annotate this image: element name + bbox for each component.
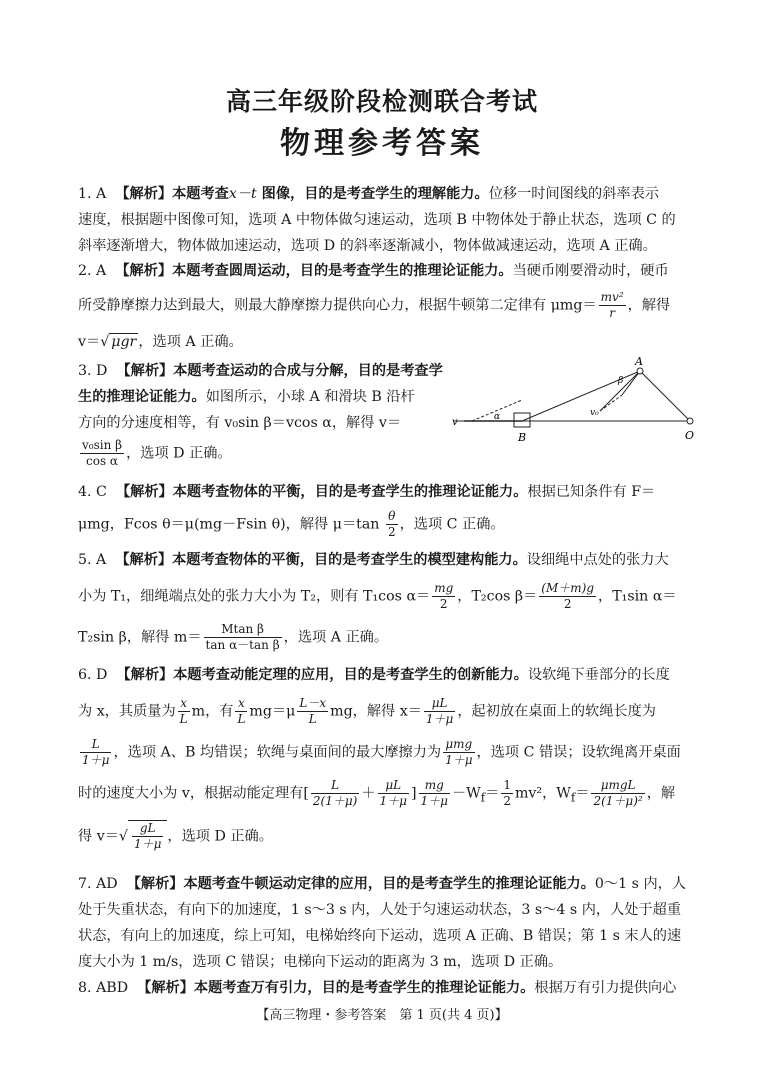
denominator: 2	[439, 597, 448, 611]
analysis-tag: 生的推理论证能力。	[78, 389, 206, 405]
answer-text: ，解得	[627, 297, 671, 314]
numerator: μmgL	[591, 778, 644, 794]
page-footer: 【高三物理・参考答案 第 1 页(共 4 页)】	[256, 1008, 508, 1023]
analysis-tag: 【解析】本题考查动能定理的应用，目的是考查学生的创新能力。	[116, 667, 528, 683]
denominator: tan α－tan β	[205, 638, 280, 652]
answer-text: m，有	[191, 703, 234, 720]
answer-text: 所受静摩擦力达到最大，则最大静摩擦力提供向心力，根据牛顿第二定律有 μmg＝	[78, 297, 597, 314]
analysis-tag: 【解析】本题考查物体的平衡，目的是考查学生的推理论证能力。	[115, 484, 528, 500]
analysis-tag: 【解析】本题考查万有引力，目的是考查学生的推理论证能力。	[137, 980, 535, 996]
numerator: mg	[419, 778, 450, 794]
answer-text: ，T₂cos β＝	[457, 588, 538, 605]
denominator: 2(1＋μ)	[312, 794, 358, 808]
answer-7	[78, 871, 694, 975]
analysis-tag: 【解析】本题考查圆周运动，目的是考查学生的推理论证能力。	[115, 263, 513, 279]
analysis-tag: 【解析】本题考查	[115, 186, 229, 202]
answer-number: 4. C	[78, 484, 107, 500]
answer-text: 设细绳中点处的张力大	[526, 552, 669, 568]
answer-text: μmg，Fcos θ＝μ(mg－Fsin θ)，解得 μ＝tan	[78, 516, 384, 533]
answer-text: ＋	[361, 785, 376, 802]
answer-text: 0～1 s 内，人	[594, 876, 687, 892]
answer-text: ，选项 C 正确。	[399, 516, 505, 533]
answer-text: 速度，根据题中图像可知，选项 A 中物体做匀速运动，选项 B 中物体处于静止状态，选项 C 的	[78, 212, 676, 228]
answer-text: 位移一时间图线的斜率表示	[488, 186, 659, 202]
answer-number: 1. A	[78, 186, 107, 202]
label-a: A	[635, 355, 643, 368]
denominator: 1＋μ	[379, 794, 407, 808]
numerator: 1	[503, 778, 511, 792]
fraction	[386, 509, 398, 540]
title-line-2: 物理参考答案	[280, 126, 484, 161]
fraction	[539, 581, 596, 612]
answer-text: 处于失重状态，有向下的加速度，1 s～3 s 内，人处于匀速运动状态，3 s～4 s 内，人处于超重	[78, 902, 682, 918]
answer-text: 根据万有引力提供向心	[534, 980, 677, 996]
answer-number: 7. AD	[78, 876, 118, 892]
answer-text: －W	[451, 785, 481, 802]
answer-text: ＝	[485, 785, 500, 802]
fraction	[378, 778, 409, 809]
numerator: L	[311, 778, 359, 794]
answer-3	[78, 358, 448, 469]
answer-text: ，选项 A、B 均错误；软绳与桌面间的最大摩擦力为	[113, 744, 442, 761]
answer-text: mv²，W	[514, 785, 571, 802]
answer-text: 时的速度大小为 v，根据动能定理有[	[78, 785, 309, 802]
fraction	[80, 438, 124, 469]
analysis-tag: 【解析】本题考查运动的合成与分解，目的是考查学	[116, 363, 443, 379]
velocity-diagram	[450, 355, 700, 450]
answer-1	[78, 181, 694, 259]
label-v: v	[452, 417, 458, 428]
fraction	[178, 696, 190, 727]
fraction	[235, 696, 247, 727]
fraction	[80, 737, 111, 768]
denominator: L	[308, 712, 317, 726]
denominator: 2	[503, 794, 511, 808]
numerator: v₀sin β	[82, 438, 123, 452]
answer-text: ，选项 A 正确。	[283, 629, 389, 646]
denominator: 1＋μ	[420, 794, 448, 808]
answer-text: 设软绳下垂部分的长度	[527, 667, 670, 683]
answer-text: T₂sin β，解得 m＝	[78, 629, 202, 646]
answer-6: 6. D 【解析】本题考查动能定理的应用，目的是考查学生的创新能力。设软绳下垂部分的长度 为 x，其质量为 $\frac{x}{L}$ m，有 $\frac{x}{L}$ mg＝μ $\frac{L-x}{L}$ mg，解得 x＝ $\frac{\mu L}{1+\mu}$ ，起初放在桌面上的软绳长度为 $\frac{L}{1+\mu}$ ，选项 A、B 均错误；软绳与桌面间的最大摩擦力为 $\frac{\text{μmg}}{1+\mu}$ ，选项 C 错误；设软绳离开桌面 时的速度大小为 v，根据动能定理有[ $\frac{L}{2(1+\mu)}$ ＋ $\frac{\mu L}{1+\mu}$ ] $\frac{mg}{1+\mu}$ $-W_f=$ $\frac{1}{2}$ mv²，$W_f=$ $\frac{\text{μmgL}}{\text{2(1＋μ)²}}$ ，解 得 v＝√ $\frac{gL}{1+\mu}$ ，选项 D 正确。	[78, 667, 681, 852]
answer-text: mg＝μ	[249, 703, 296, 720]
answer-text: ，解	[646, 785, 676, 802]
label-v0: v₀	[590, 408, 599, 418]
analysis-tag: 【解析】本题考查牛顿运动定律的应用，目的是考查学生的推理论证能力。	[126, 876, 595, 892]
denominator: 1＋μ	[425, 712, 454, 726]
answer-text: 当硬币刚要滑动时，硬币	[512, 263, 669, 279]
answer-4	[78, 479, 694, 540]
numerator: x	[178, 696, 190, 712]
numerator: x	[235, 696, 247, 712]
denominator: 1＋μ	[445, 753, 473, 767]
denominator: 1＋μ	[133, 837, 162, 852]
denominator: L	[237, 712, 246, 726]
answer-text: 度大小为 1 m/s，选项 C 错误；电梯向下运动的距离为 3 m，选项 D 正确。	[78, 954, 563, 970]
answer-number: 8. ABD	[78, 980, 129, 996]
analysis-tag: 图像，目的是考查学生的理解能力。	[256, 186, 489, 202]
answer-text: ，选项 A 正确。	[138, 334, 243, 350]
fraction	[297, 696, 328, 727]
answer-text: 方向的分速度相等，有 v₀sin β＝vcos α，解得 v＝	[78, 415, 402, 431]
answer-number: 6. D	[78, 667, 108, 683]
fraction	[599, 290, 626, 321]
label-alpha: α	[494, 412, 501, 422]
analysis-tag: 【解析】本题考查物体的平衡，目的是考查学生的模型建构能力。	[115, 552, 527, 568]
answer-text: 得 v＝	[78, 828, 119, 845]
title-line-1: 高三年级阶段检测联合考试	[225, 87, 538, 116]
label-b: B	[518, 431, 527, 444]
math-text: x－t	[228, 186, 257, 202]
numerator: (M＋m)g	[541, 581, 595, 595]
answer-2: 2. A 【解析】本题考查圆周运动，目的是考查学生的推理论证能力。当硬币刚要滑动时，硬币 所受静摩擦力达到最大，则最大静摩擦力提供向心力，根据牛顿第二定律有 μmg＝ $\frac{\text{mv²}}{r}$ ，解得 v＝√ μgr ，选项 A 正确。	[78, 263, 671, 350]
denominator: 2	[387, 525, 396, 539]
answer-text: ，起初放在桌面上的软绳长度为	[457, 703, 656, 720]
fraction	[204, 622, 282, 653]
answer-text: 如图所示，小球 A 和滑块 B 沿杆	[205, 389, 415, 405]
answer-5	[78, 547, 694, 653]
answer-text: ]	[410, 785, 417, 802]
denominator: L	[179, 712, 188, 726]
fraction	[501, 778, 513, 809]
numerator: μL	[378, 778, 409, 794]
fraction	[443, 737, 474, 768]
answer-8	[78, 975, 694, 1001]
fraction	[591, 778, 644, 809]
answer-number: 2. A	[78, 263, 107, 279]
answer-text: 根据已知条件有 F＝	[527, 484, 656, 500]
answer-text: ，T₁sin α＝	[598, 588, 677, 605]
answer-text: ，选项 C 错误；设软绳离开桌面	[476, 744, 681, 761]
numerator: Mtan β	[204, 622, 282, 638]
fraction	[419, 778, 450, 809]
answer-text: ＝	[575, 785, 590, 802]
fraction	[132, 821, 163, 852]
label-beta: β	[618, 376, 624, 386]
numerator: μmg	[443, 737, 474, 753]
answer-text: 状态，有向上的加速度，综上可知，电梯始终向下运动，选项 A 正确、B 错误；第 1 s 末人的速	[78, 928, 682, 944]
answer-text: 小为 T₁，细绳端点处的张力大小为 T₂，则有 T₁cos α＝	[78, 588, 431, 605]
answer-number: 5. A	[78, 552, 107, 568]
numerator: θ	[386, 509, 398, 525]
denominator: r	[609, 306, 616, 320]
answer-text: mg，解得 x＝	[330, 703, 422, 720]
numerator: L－x	[299, 696, 327, 710]
answer-text: v＝	[78, 334, 101, 350]
fraction	[424, 696, 455, 727]
numerator: mg	[434, 581, 454, 595]
answer-text: ，选项 D 正确。	[167, 828, 273, 845]
fraction	[432, 581, 455, 612]
answer-text: ，选项 D 正确。	[126, 445, 232, 462]
denominator: 2(1＋μ)²	[593, 794, 643, 808]
answer-number: 3. D	[78, 363, 108, 379]
answer-text: 斜率逐渐增大，物体做加速运动，选项 D 的斜率逐渐减小，物体做减速运动，选项 A 正确。	[78, 238, 657, 254]
denominator: 1＋μ	[82, 753, 110, 767]
numerator: mv²	[600, 290, 624, 304]
label-o: O	[685, 429, 695, 442]
numerator: gL	[132, 821, 163, 837]
numerator: μL	[424, 696, 455, 712]
denominator: 2	[563, 597, 572, 611]
answer-text: 为 x，其质量为	[78, 703, 176, 720]
sqrt-content: μgr	[111, 334, 137, 350]
denominator: cos α	[86, 454, 119, 468]
numerator: L	[80, 737, 111, 753]
fraction	[311, 778, 359, 809]
